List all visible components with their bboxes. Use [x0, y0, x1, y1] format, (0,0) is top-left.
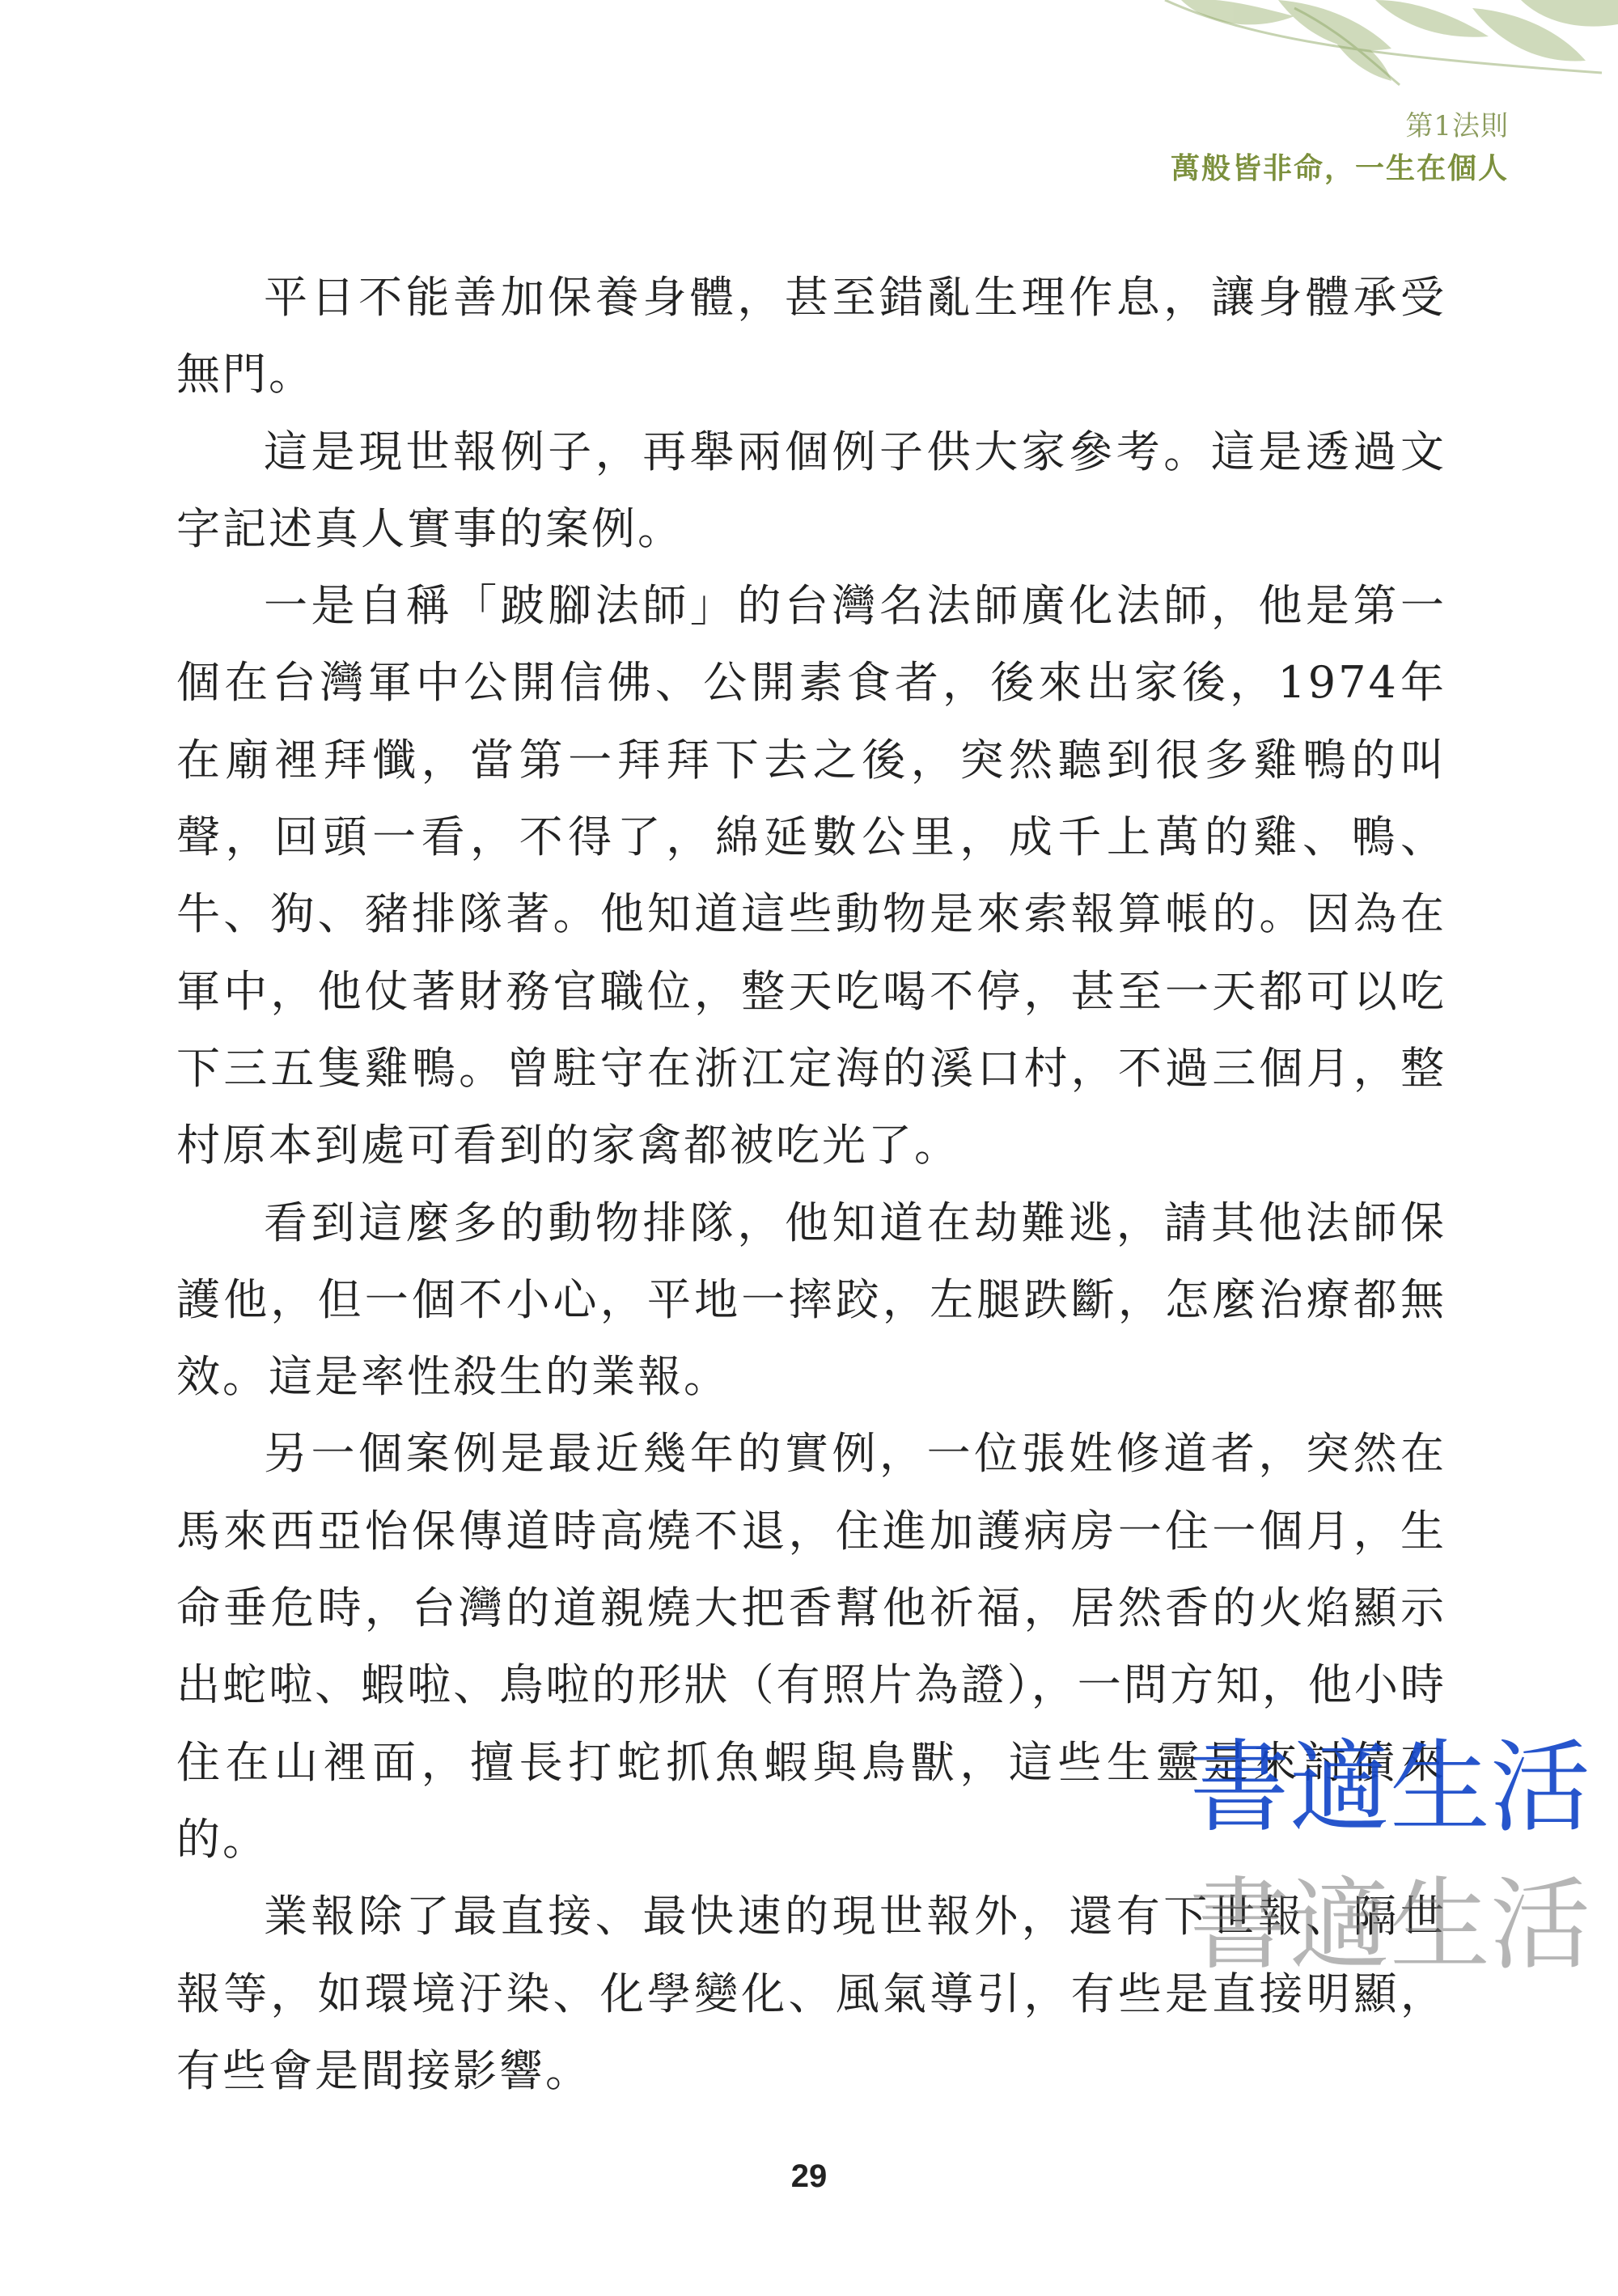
paragraph: 這是現世報例子，再舉兩個例子供大家參考。這是透過文字記述真人實事的案例。	[176, 426, 1446, 554]
watermark-secondary: 書適生活	[1189, 1867, 1591, 1984]
page-number: 29	[790, 2158, 828, 2194]
paragraph: 平日不能善加保養身體，甚至錯亂生理作息，讓身體承受無門。	[176, 272, 1446, 400]
leaf-decoration-icon	[1133, 0, 1618, 89]
paragraph: 看到這麼多的動物排隊，他知道在劫難逃，請其他法師保護他，但一個不小心，平地一摔跤，左腿跌斷，怎麼治療都無效。這是率性殺生的業報。	[176, 1197, 1446, 1403]
paragraph: 一是自稱「跛腳法師」的台灣名法師廣化法師，他是第一個在台灣軍中公開信佛、公開素食者，後來出家後，1974年在廟裡拜懺，當第一拜拜下去之後，突然聽到很多雞鴨的叫聲，回頭一看，不得了，綿延數公里，成千上萬的雞、鴨、牛、狗、豬排隊著。他知道這些動物是來索報算帳的。因為在軍中，他仗著財務官職位，整天吃喝不停，甚至一天都可以吃下三五隻雞鴨。曾駐守在浙江定海的溪口村，不過三個月，整村原本到處可看到的家禽都被吃光了。	[176, 580, 1446, 1171]
chapter-title: 萬般皆非命，一生在個人	[1170, 151, 1509, 185]
paragraph: 另一個案例是最近幾年的實例，一位張姓修道者，突然在馬來西亞怡保傳道時高燒不退，住進加護病房一住一個月，生命垂危時，台灣的道親燒大把香幫他祈福，居然香的火焰顯示出蛇啦、蝦啦、鳥啦的形狀（有照片為證），一問方知，他小時住在山裡面，擅長打蛇抓魚蝦與鳥獸，這些生靈是來討債來的。	[176, 1428, 1446, 1865]
paragraph: 業報除了最直接、最快速的現世報外，還有下世報、隔世報等，如環境汙染、化學變化、風氣導引，有些是直接明顯，有些會是間接影響。	[176, 1891, 1446, 2096]
chapter-label: 第1法則	[1405, 110, 1509, 142]
watermark-primary: 書適生活	[1189, 1730, 1591, 1846]
